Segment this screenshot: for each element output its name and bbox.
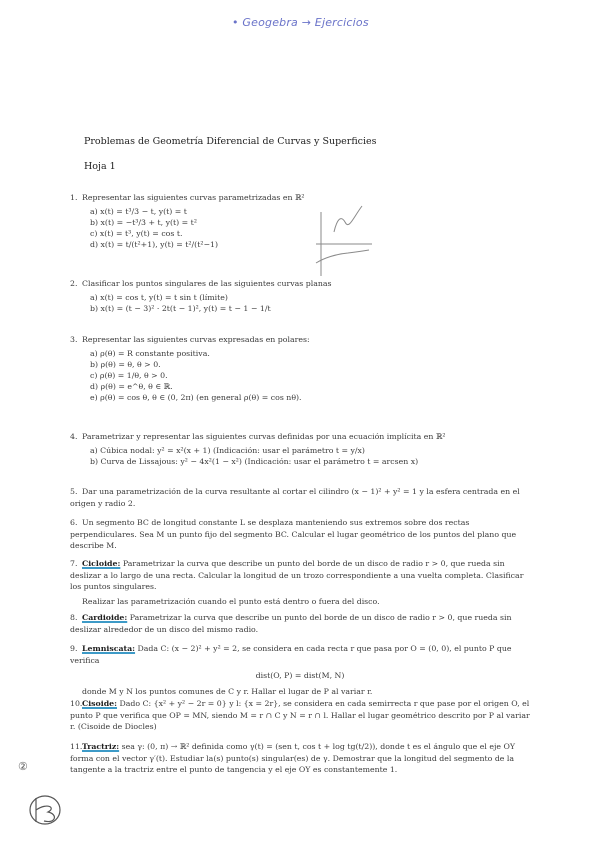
problem-label: Cardioide:: [82, 613, 128, 622]
problem-label: Lemniscata:: [82, 644, 136, 653]
problem-number: 11.: [70, 742, 83, 751]
problem-number: 3.: [70, 335, 78, 344]
problem-formula: dist(O, P) = dist(M, N): [255, 671, 345, 681]
problem-text: Parametrizar la curva que describe un punto del borde de un disco de radio r > 0, que rueda sin deslizar a lo largo de una recta. Calcular la longitud de un trozo correspondiente a una vuelta completa. Clasificar los puntos singulares.: [70, 559, 524, 592]
problem-item: a) ρ(θ) = R constante positiva.: [90, 348, 210, 358]
problem-text: Representar las siguientes curvas expresadas en polares:: [82, 335, 310, 344]
problem-item: a) x(t) = cos t, y(t) = t sin t (límite): [90, 292, 228, 302]
problem-label: Cisoide:: [82, 699, 118, 708]
problem-text: Un segmento BC de longitud constante L se desplaza manteniendo sus extremos sobre dos rectas perpendiculares. Sea M un punto fijo del segmento BC. Calcular el lugar geométrico de los puntos del plano que describe M.: [70, 518, 517, 551]
problem-item: c) x(t) = t³, y(t) = cos t.: [90, 228, 183, 238]
problem-number: 5.: [70, 487, 78, 496]
problem-number: 9.: [70, 644, 78, 653]
problem-item: b) Curva de Lissajous: y² − 4x²(1 − x²) (Indicación: usar el parámetro t = arcsen x): [90, 456, 419, 466]
problem-number: 7.: [70, 559, 78, 568]
problem-label: Tractriz:: [82, 742, 120, 751]
signature-letter: [36, 798, 54, 822]
problem-number: 10.: [70, 699, 83, 708]
problem-number: 1.: [70, 193, 78, 202]
problem-item: b) ρ(θ) = θ, θ > 0.: [90, 359, 161, 369]
problem-text: Parametrizar y representar las siguientes curvas definidas por una ecuación implícita en ℝ²: [82, 432, 446, 441]
problem-text: Clasificar los puntos singulares de las siguientes curvas planas: [82, 279, 332, 288]
problem-extra: donde M y N los puntos comunes de C y r. Hallar el lugar de P al variar r.: [82, 686, 373, 696]
problem-number: 6.: [70, 518, 78, 527]
handwritten-note: • Geogebra → Ejercicios: [232, 16, 369, 29]
problem-item: b) x(t) = −t³/3 + t, y(t) = t²: [90, 217, 197, 227]
problem-item: e) ρ(θ) = cos θ, θ ∈ (0, 2π) (en general ρ(θ) = cos nθ).: [90, 392, 302, 402]
problem-item: b) x(t) = (t − 3)² · 2t(t − 1)², y(t) = t − 1 − 1/t: [90, 303, 271, 313]
problem-text: sea γ: (0, π) → ℝ² definida como γ(t) = (sen t, cos t + log tg(t/2)), donde t es el ángulo que el eje OY forma con el vector γ′(t). Estudiar la(s) punto(s) singular(es) de γ. Demostrar que la longitud del segmento de la tangente a la tractriz entre el punto de tangencia y el eje OY es constantemente 1.: [70, 742, 516, 775]
problem-text: Dado C: {x² + y² − 2r = 0} y l: {x = 2r}, se considera en cada semirrecta r que pase por el origen O, el punto P que verifica que OP = MN, siendo M = r ∩ C y N = r ∩ l. Hallar el lugar geométrico descrito por P al variar r. (Cisoide de Diocles): [70, 699, 530, 732]
problem-item: c) ρ(θ) = 1/θ, θ > 0.: [90, 370, 168, 380]
document-title: Problemas de Geometría Diferencial de Curvas y Superficies: [84, 136, 377, 147]
problem-text: Representar las siguientes curvas parametrizadas en ℝ²: [82, 193, 305, 202]
problem-item: d) ρ(θ) = e^θ, θ ∈ ℝ.: [90, 381, 173, 391]
problem-number: 8.: [70, 613, 78, 622]
problem-item: a) Cúbica nodal: y² = x²(x + 1) (Indicación: usar el parámetro t = y/x): [90, 445, 365, 455]
problem-label: Cicloide:: [82, 559, 121, 568]
sheet-label: Hoja 1: [84, 161, 116, 172]
problem-item: a) x(t) = t³/3 − t, y(t) = t: [90, 206, 187, 216]
problem-number: 4.: [70, 432, 78, 441]
signature-circle: [30, 796, 60, 824]
page-mark: ②: [18, 760, 28, 773]
problem-number: 2.: [70, 279, 78, 288]
problem-text: Parametrizar la curva que describe un punto del borde de un disco de radio r > 0, que rueda sin deslizar alrededor de un disco del mismo radio.: [70, 613, 512, 634]
problem-text: Dada C: (x − 2)² + y² = 2, se considera en cada recta r que pasa por O = (0, 0), el punto P que verifica: [70, 644, 512, 665]
problem-text: Dar una parametrización de la curva resultante al cortar el cilindro (x − 1)² + y² = 1 y la esfera centrada en el origen y radio 2.: [70, 487, 520, 508]
problem-item: d) x(t) = t/(t²+1), y(t) = t²/(t²−1): [90, 239, 219, 249]
problem-extra: Realizar las parametrización cuando el punto está dentro o fuera del disco.: [82, 596, 380, 606]
